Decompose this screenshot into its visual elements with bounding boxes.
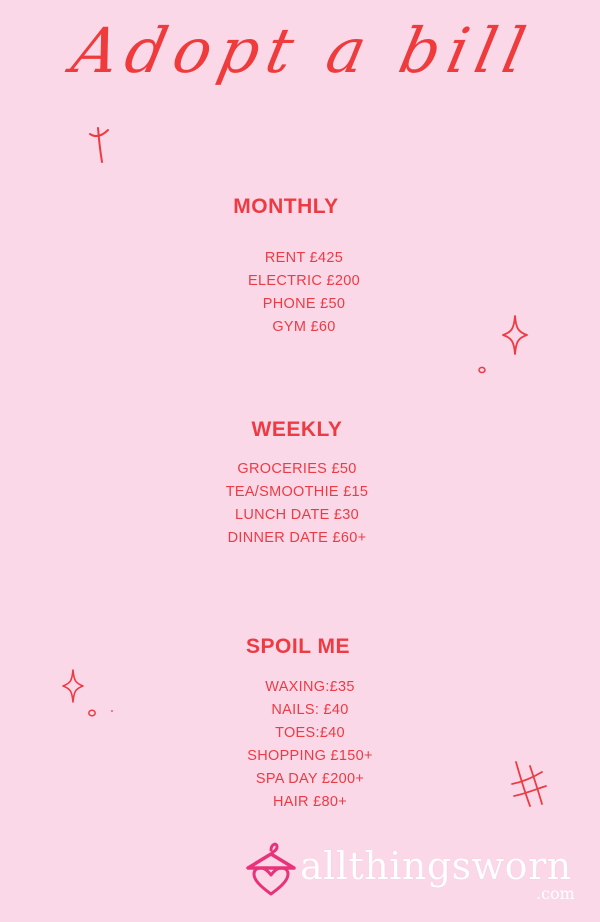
list-item: WAXING:£35: [265, 679, 355, 695]
spoil-me-list: [10, 676, 600, 814]
brand-suffix: .com: [536, 884, 575, 903]
weekly-list: [0, 458, 597, 550]
weekly-heading: WEEKLY: [251, 418, 343, 441]
monthly-heading: MONTHLY: [233, 195, 339, 218]
monthly-list: [4, 247, 600, 339]
list-item: ELECTRIC £200: [248, 273, 360, 289]
list-item: PHONE £50: [262, 296, 346, 312]
brand-watermark: [240, 832, 600, 912]
brand-name: allthingsworn: [300, 844, 572, 888]
list-item: RENT £425: [264, 250, 344, 266]
cross-sparkle-icon: [86, 124, 112, 166]
list-item: SPA DAY £200+: [255, 771, 365, 787]
page-title: Adopt a bill: [66, 14, 540, 87]
list-item: GYM £60: [272, 319, 336, 335]
list-item: NAILS: £40: [271, 702, 349, 718]
list-item: LUNCH DATE £30: [235, 507, 359, 523]
list-item: DINNER DATE £60+: [227, 530, 367, 546]
list-item: SHOPPING £150+: [247, 748, 373, 764]
hanger-heart-logo-icon: [244, 836, 298, 900]
list-item: HAIR £80+: [272, 794, 348, 810]
list-item: TOES:£40: [275, 725, 345, 741]
spoil-me-heading: SPOIL ME: [246, 635, 350, 658]
small-circle-icon: [476, 364, 488, 376]
list-item: TEA/SMOOTHIE £15: [225, 484, 369, 500]
list-item: GROCERIES £50: [237, 461, 357, 477]
